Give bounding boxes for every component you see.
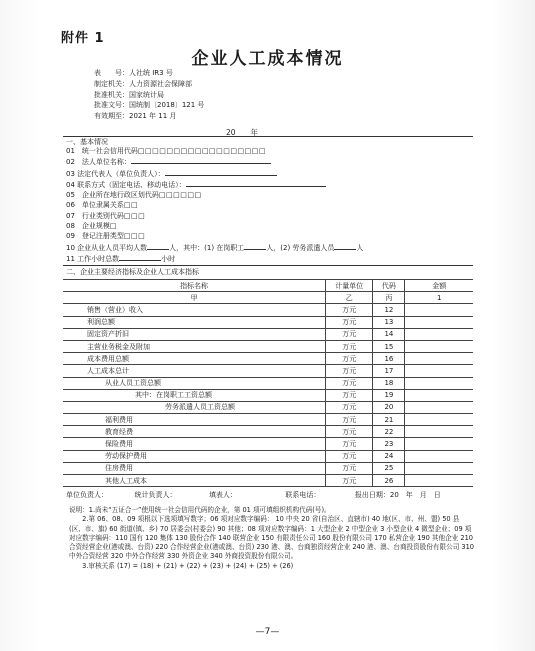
credit-code-label: 01 统一社会信用代码 bbox=[66, 147, 138, 155]
indicator-code: 14 bbox=[373, 328, 405, 340]
table-row bbox=[63, 353, 473, 365]
row-credit-code bbox=[66, 146, 363, 156]
stat-head-label: 统计负责人： bbox=[134, 491, 177, 499]
note-2: 2.第 06、08、09 项根以下选项填写数字；06 项对应数字编码： 10 中央 20 省(自治区、直辖市) 40 地(区、市、州、盟) 50 县(区、市、旗) 60 街道(镇、乡) 70 居委会(村委会) 90 其他；08 项对应数字编码：1 大型企业 2 中型企业 3 小型企业 4 微型企业；09 项对应数字编码：110 国有 120 集体 130 股份合作 140 联营企业 150 有限责任公司 160 股份有限公司 170 私营企业 190 其他企业 210 合资经营企业(港或澳、台资) 220 合作经营企业(港或澳、台资) 230 港、澳、台商独资经营企业 240 港、澳、台商投资股份有限公司 310 中外合资经营 320 中外合作经营 330 外资企业 340 外商投资股份有限公司。 bbox=[69, 515, 474, 561]
representative-label: 03 法定代表人（单位负责人）： bbox=[66, 169, 165, 178]
legal-name-field[interactable] bbox=[131, 156, 271, 164]
meta-made-by: 制定机关：人力资源社会保障部 bbox=[94, 79, 192, 88]
indicator-unit: 万元 bbox=[326, 353, 373, 365]
indicator-code: 19 bbox=[373, 389, 405, 401]
meta-approval-no: 批准文号：国统制〔2018〕121 号 bbox=[94, 101, 205, 110]
indicator-name: 教育经费 bbox=[63, 426, 326, 438]
row-region-code bbox=[66, 190, 363, 200]
indicator-unit: 万元 bbox=[326, 316, 373, 328]
indicator-unit: 万元 bbox=[326, 365, 373, 377]
indicator-code: 17 bbox=[373, 365, 405, 377]
row-legal-name bbox=[66, 156, 363, 167]
industry-code-boxes[interactable]: □□□ bbox=[123, 211, 146, 220]
indicator-amount[interactable] bbox=[405, 340, 473, 352]
table-row bbox=[63, 450, 473, 462]
header-amount: 金额 bbox=[405, 280, 473, 292]
employees-label: 10 企业从业人员平均人数 bbox=[66, 243, 148, 252]
indicator-table bbox=[63, 279, 473, 487]
indicator-name: 其中：在岗职工工资总额 bbox=[63, 389, 326, 401]
employees-dispatch-field[interactable] bbox=[334, 242, 356, 250]
indicator-amount[interactable] bbox=[405, 401, 473, 413]
indicator-amount[interactable] bbox=[405, 353, 473, 365]
indicator-amount[interactable] bbox=[405, 316, 473, 328]
registration-type-boxes[interactable]: □□□ bbox=[123, 232, 146, 241]
employees-total-field[interactable] bbox=[147, 242, 169, 250]
indicator-code: 23 bbox=[373, 438, 405, 450]
table-header-row bbox=[63, 280, 473, 292]
form-meta bbox=[94, 68, 204, 122]
indicator-name: 劳务派遣人员工资总额 bbox=[63, 401, 326, 413]
divider bbox=[63, 136, 473, 137]
indicator-name: 固定资产折旧 bbox=[63, 328, 326, 340]
indicator-amount[interactable] bbox=[405, 462, 473, 474]
work-hours-field[interactable] bbox=[119, 253, 161, 261]
attachment-label: 附件 1 bbox=[61, 31, 105, 46]
indicator-amount[interactable] bbox=[405, 438, 473, 450]
page-number: —7— bbox=[255, 627, 280, 637]
indicator-amount[interactable] bbox=[405, 328, 473, 340]
meta-approved-by: 批准机关：国家统计局 bbox=[94, 90, 164, 99]
indicator-code: 12 bbox=[373, 304, 405, 316]
table-row bbox=[63, 462, 473, 474]
indicator-unit: 万元 bbox=[326, 389, 373, 401]
indicator-amount[interactable] bbox=[405, 450, 473, 462]
report-date: 报出日期：20 年 月 日 bbox=[354, 491, 441, 499]
region-code-boxes[interactable]: □□□□□□ bbox=[158, 191, 202, 200]
work-hours-unit: 小时 bbox=[161, 254, 176, 263]
indicator-amount[interactable] bbox=[405, 475, 473, 487]
basic-info bbox=[66, 146, 363, 264]
indicator-name: 主营业务税金及附加 bbox=[63, 340, 326, 352]
indicator-code: 18 bbox=[373, 377, 405, 389]
indicator-name: 保险费用 bbox=[63, 438, 326, 450]
indicator-unit: 万元 bbox=[326, 340, 373, 352]
row-enterprise-size bbox=[66, 221, 363, 231]
indicator-unit: 万元 bbox=[326, 438, 373, 450]
indicator-unit: 万元 bbox=[326, 377, 373, 389]
indicator-name: 其他人工成本 bbox=[63, 475, 326, 487]
indicator-amount[interactable] bbox=[405, 377, 473, 389]
employees-unit: 人 bbox=[356, 243, 364, 252]
subheader-code: 丙 bbox=[373, 292, 405, 304]
unit-head-label: 单位负责人： bbox=[66, 491, 108, 499]
affiliation-label: 06 单位隶属关系 bbox=[66, 201, 124, 210]
legal-name-label: 02 法人单位名称： bbox=[66, 158, 131, 167]
row-contact bbox=[66, 179, 363, 190]
subheader-amount: 1 bbox=[405, 292, 473, 304]
indicator-name: 利润总额 bbox=[63, 316, 326, 328]
indicator-unit: 万元 bbox=[326, 450, 373, 462]
indicator-code: 22 bbox=[373, 426, 405, 438]
indicator-code: 16 bbox=[373, 353, 405, 365]
indicator-code: 21 bbox=[373, 414, 405, 426]
table-row bbox=[63, 365, 473, 377]
indicator-amount[interactable] bbox=[405, 389, 473, 401]
table-row bbox=[63, 340, 473, 352]
indicator-unit: 万元 bbox=[326, 328, 373, 340]
table-row bbox=[63, 389, 473, 401]
affiliation-boxes[interactable]: □□ bbox=[123, 201, 139, 210]
row-registration-type bbox=[66, 231, 363, 241]
indicator-unit: 万元 bbox=[326, 304, 373, 316]
industry-code-label: 07 行业类别代码 bbox=[66, 211, 124, 220]
table-row bbox=[63, 414, 473, 426]
table-row bbox=[63, 328, 473, 340]
subheader-name: 甲 bbox=[63, 292, 326, 304]
indicator-name: 人工成本总计 bbox=[63, 365, 326, 377]
indicator-name: 福利费用 bbox=[63, 414, 326, 426]
indicator-code: 25 bbox=[373, 462, 405, 474]
year-line: 20 年 bbox=[226, 128, 259, 137]
table-row bbox=[63, 401, 473, 413]
row-affiliation bbox=[66, 200, 363, 210]
indicator-name: 销售（营业）收入 bbox=[63, 304, 326, 316]
subheader-unit: 乙 bbox=[326, 292, 373, 304]
section-indicators-title: 二、企业主要经济指标及企业人工成本指标 bbox=[66, 268, 199, 276]
indicator-code: 13 bbox=[373, 316, 405, 328]
table-row bbox=[63, 475, 473, 487]
form-title: 企业人工成本情况 bbox=[191, 49, 344, 69]
contact-label: 04 联系方式（固定电话、移动电话）： bbox=[66, 180, 186, 189]
signature-line bbox=[66, 490, 476, 500]
note-1: 说明：1.尚未“五证合一”使用统一社会信用代码的企业，第 01 项可填组织机构代码(号)。 bbox=[69, 506, 331, 514]
header-name: 指标名称 bbox=[63, 280, 326, 292]
indicator-code: 20 bbox=[373, 401, 405, 413]
indicator-amount[interactable] bbox=[405, 365, 473, 377]
note-3: 3.审核关系 (17) = (18) + (21) + (22) + (23) + (24) + (25) + (26) bbox=[69, 561, 294, 570]
row-representative bbox=[66, 168, 363, 179]
representative-field[interactable] bbox=[165, 168, 277, 176]
header-code: 代码 bbox=[373, 280, 405, 292]
indicator-unit: 万元 bbox=[326, 401, 373, 413]
contact-field[interactable] bbox=[186, 179, 326, 187]
employees-onpost-field[interactable] bbox=[244, 242, 266, 250]
notes bbox=[69, 506, 475, 571]
indicator-unit: 万元 bbox=[326, 475, 373, 487]
table-row bbox=[63, 426, 473, 438]
indicator-code: 24 bbox=[373, 450, 405, 462]
divider bbox=[63, 265, 473, 266]
header-unit: 计量单位 bbox=[326, 280, 373, 292]
indicator-name: 成本费用总额 bbox=[63, 353, 326, 365]
indicator-unit: 万元 bbox=[326, 462, 373, 474]
section-basic-title: 一、基本情况 bbox=[66, 138, 108, 146]
indicator-amount[interactable] bbox=[405, 426, 473, 438]
work-hours-label: 11 工作小时总数 bbox=[66, 254, 120, 263]
phone-label: 联系电话： bbox=[285, 491, 321, 499]
enterprise-size-label: 08 企业规模 bbox=[66, 222, 110, 231]
row-employees bbox=[66, 242, 363, 253]
indicator-amount[interactable] bbox=[405, 414, 473, 426]
indicator-code: 26 bbox=[373, 475, 405, 487]
credit-code-boxes[interactable]: □□□□□□□□□□□□□□□□□□ bbox=[137, 147, 266, 155]
indicator-unit: 万元 bbox=[326, 414, 373, 426]
indicator-name: 劳动保护费用 bbox=[63, 450, 326, 462]
enterprise-size-box[interactable]: □ bbox=[109, 222, 118, 231]
row-work-hours bbox=[66, 253, 363, 264]
employees-dispatch-label: 人，(2) 劳务派遣人员 bbox=[266, 243, 335, 252]
table-row bbox=[63, 377, 473, 389]
registration-type-label: 09 登记注册类型 bbox=[66, 232, 124, 241]
indicator-code: 15 bbox=[373, 340, 405, 352]
table-row bbox=[63, 438, 473, 450]
indicator-unit: 万元 bbox=[326, 426, 373, 438]
meta-valid-until: 有效期至：2021 年 11 月 bbox=[94, 112, 177, 121]
table-row bbox=[63, 316, 473, 328]
filler-label: 填表人： bbox=[208, 491, 237, 499]
row-industry-code bbox=[66, 211, 363, 221]
meta-table-no: 表 号：人社统 IR3 号 bbox=[94, 69, 173, 77]
indicator-name: 从业人员工资总额 bbox=[63, 377, 326, 389]
region-code-label: 05 企业所在地行政区划代码 bbox=[66, 191, 159, 200]
indicator-name: 住房费用 bbox=[63, 462, 326, 474]
indicator-amount[interactable] bbox=[405, 304, 473, 316]
table-row bbox=[63, 304, 473, 316]
table-subheader-row bbox=[63, 292, 473, 304]
employees-onpost-label: 人，其中：(1) 在岗职工 bbox=[169, 243, 245, 252]
